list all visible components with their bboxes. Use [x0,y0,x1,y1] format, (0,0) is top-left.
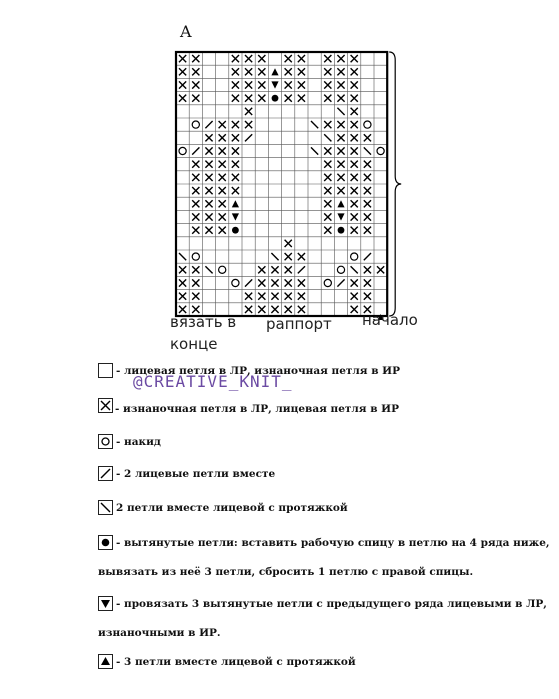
yarn-over-symbol [377,147,384,154]
ssk-symbol [205,266,212,273]
elongated-loop-symbol [232,227,239,234]
legend-text: - 2 лицевые петли вместе [116,468,276,480]
ssk-symbol [311,121,318,128]
slash-icon [98,466,113,481]
yarn-over-symbol [219,266,226,273]
knit-loops-symbol [337,213,344,220]
legend-text: - вытянутые петли: вставить рабочую спицу в петлю на 4 ряда ниже, [116,537,550,549]
legend-text-continued: вывязать из неё 3 петли, сбросить 1 петлю с правой спицы. [98,566,474,578]
square-icon [98,363,113,378]
right-brace [389,52,401,316]
cdd-symbol [337,200,344,207]
elongated-loop-symbol [338,227,345,234]
yarn-over-symbol [179,147,186,154]
legend-text: - провязать 3 вытянутые петли с предыдущего ряда лицевыми в ЛР, [116,598,547,610]
ssk-symbol [337,108,344,115]
k2tog-symbol [205,121,212,128]
yarn-over-symbol [337,266,344,273]
knit-loops-symbol [232,213,239,220]
legend-text: - лицевая петля в ЛР, изнаночная петля в ИР [116,365,400,377]
x-square-icon [98,398,113,413]
k2tog-symbol [245,279,252,286]
triangle-up-icon [98,654,113,669]
ssk-symbol [271,253,278,260]
yarn-over-symbol [232,279,239,286]
label-start: начало [362,311,418,329]
ssk-symbol [311,147,318,154]
watermark: @CREATIVE_KNIT_ [133,372,293,391]
label-repeat: раппорт [266,315,332,333]
yarn-over-symbol [324,279,331,286]
yarn-over-icon [98,434,113,449]
k2tog-symbol [192,147,199,154]
label-knit-at-end-text: вязать в конце [170,313,237,353]
k2tog-symbol [298,266,305,273]
ssk-symbol [351,266,358,273]
dot-icon [98,535,113,550]
yarn-over-symbol [192,253,199,260]
yarn-over-symbol [364,121,371,128]
legend-text-continued: изнаночными в ИР. [98,627,221,639]
backslash-icon [98,500,113,515]
legend-text: - накид [116,436,161,448]
k2tog-symbol [337,279,344,286]
legend-text: 2 петли вместе лицевой с протяжкой [116,502,348,514]
cdd-symbol [271,68,278,75]
ssk-symbol [364,147,371,154]
knitting-chart [160,40,410,320]
k2tog-symbol [364,253,371,260]
chart-letter: A [180,22,192,41]
elongated-loop-symbol [272,95,279,102]
legend-text: - 3 петли вместе лицевой с протяжкой [116,656,356,668]
k2tog-symbol [245,134,252,141]
label-knit-at-end [170,311,250,355]
ssk-symbol [324,134,331,141]
yarn-over-symbol [192,121,199,128]
yarn-over-symbol [351,253,358,260]
ssk-symbol [179,253,186,260]
legend-text: - изнаночная петля в ЛР, лицевая петля в ИР [115,403,399,415]
knit-loops-symbol [271,81,278,88]
triangle-down-icon [98,596,113,611]
cdd-symbol [232,200,239,207]
